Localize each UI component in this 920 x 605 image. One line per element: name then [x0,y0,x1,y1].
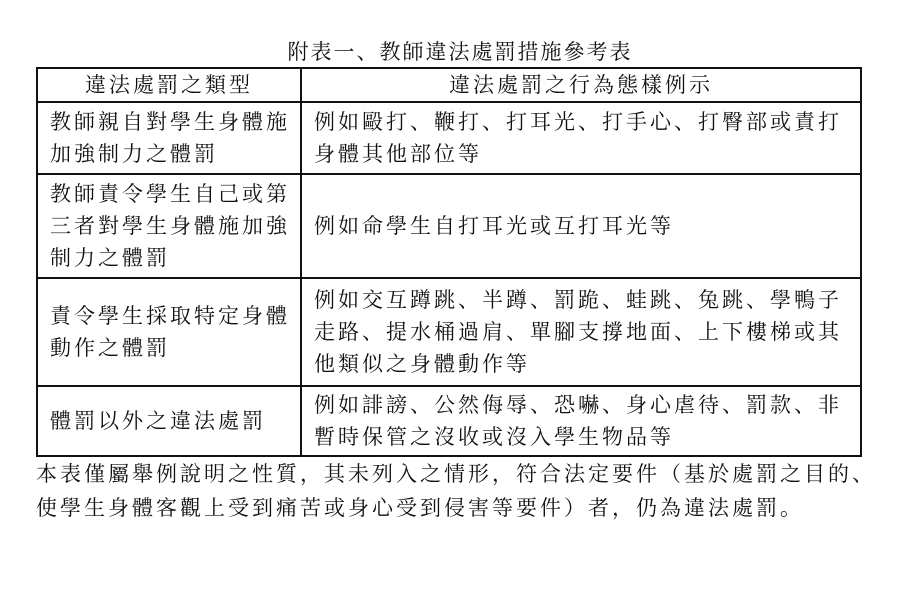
table-row [37,386,861,456]
behavior-examples-cell: 例如誹謗、公然侮辱、恐嚇、身心虐待、罰款、非暫時保管之沒收或沒入學生物品等 [301,386,861,456]
table-row [37,174,861,278]
table-footnote: 本表僅屬舉例說明之性質，其未列入之情形，符合法定要件（基於處罰之目的、使學生身體客觀上受到痛苦或身心受到侵害等要件）者，仍為違法處罰。 [36,462,876,520]
header-behavior-examples: 違法處罰之行為態樣例示 [301,68,861,102]
table-title: 附表一、教師違法處罰措施參考表 [287,40,633,64]
punishment-reference-table [36,67,862,457]
header-punishment-type: 違法處罰之類型 [37,68,301,102]
punishment-type-cell: 體罰以外之違法處罰 [37,386,301,456]
punishment-type-cell: 教師親自對學生身體施加強制力之體罰 [37,102,301,174]
punishment-type-cell: 責令學生採取特定身體動作之體罰 [37,278,301,386]
punishment-type-cell: 教師責令學生自己或第三者對學生身體施加強制力之體罰 [37,174,301,278]
table-row [37,278,861,386]
behavior-examples-cell: 例如交互蹲跳、半蹲、罰跪、蛙跳、兔跳、學鴨子走路、提水桶過肩、單腳支撐地面、上下樓梯或其他類似之身體動作等 [301,278,861,386]
table-row [37,102,861,174]
behavior-examples-cell: 例如命學生自打耳光或互打耳光等 [301,174,861,278]
table-header-row [37,68,861,102]
behavior-examples-cell: 例如毆打、鞭打、打耳光、打手心、打臀部或責打身體其他部位等 [301,102,861,174]
